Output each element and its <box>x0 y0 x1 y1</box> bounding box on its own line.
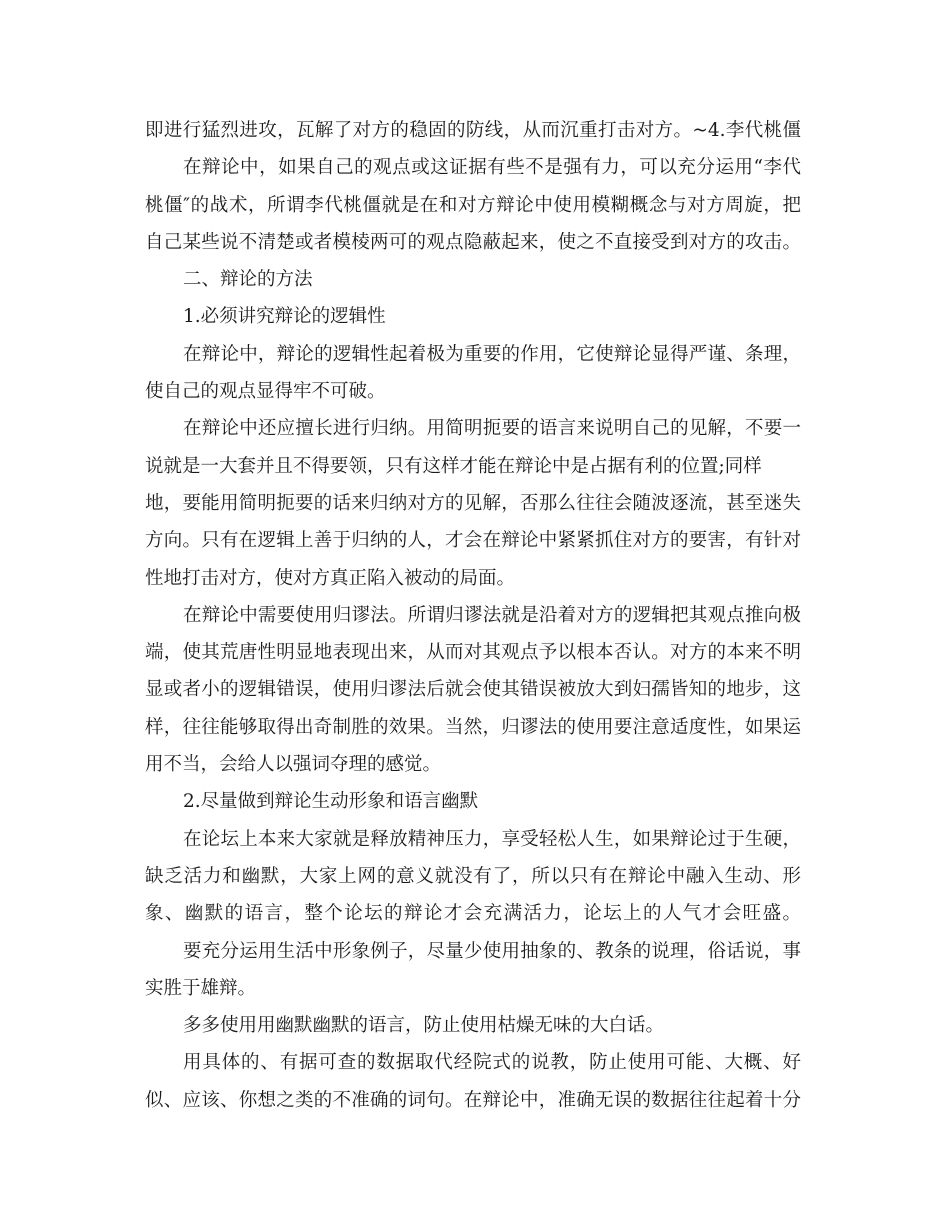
text-line: 似、应该、你想之类的不准确的词句。在辩论中，准确无误的数据往往起着十分 <box>145 1089 801 1111</box>
text-line: 在辩论中，辩论的逻辑性起着极为重要的作用，它使辩论显得严谨、条理， <box>183 343 801 365</box>
text-line: 在论坛上本来大家就是释放精神压力，享受轻松人生，如果辩论过于生硬， <box>183 828 801 850</box>
text-line: 桃僵″的战术，所谓李代桃僵就是在和对方辩论中使用模糊概念与对方周旋，把 <box>145 194 801 216</box>
text-line: 说就是一大套并且不得要领，只有这样才能在辩论中是占据有利的位置;同样 <box>145 455 762 477</box>
text-line: 1.必须讲究辩论的逻辑性 <box>183 306 386 328</box>
text-line: 样，往往能够取得出奇制胜的效果。当然，归谬法的使用要注意适度性，如果运 <box>145 716 801 738</box>
text-line: 象、幽默的语言，整个论坛的辩论才会充满活力，论坛上的人气才会旺盛。 <box>145 903 801 925</box>
text-line: 实胜于雄辩。 <box>145 977 257 999</box>
text-line: 自己某些说不清楚或者模棱两可的观点隐蔽起来，使之不直接受到对方的攻击。 <box>145 231 801 253</box>
text-line: 用具体的、有据可查的数据取代经院式的说教，防止使用可能、大概、好 <box>183 1052 801 1074</box>
text-line: 二、辩论的方法 <box>183 269 313 291</box>
text-line: 即进行猛烈进攻，瓦解了对方的稳固的防线，从而沉重打击对方。~4.李代桃僵 <box>145 120 801 141</box>
text-line: 显或者小的逻辑错误，使用归谬法后就会使其错误被放大到妇孺皆知的地步，这 <box>145 679 801 701</box>
text-line: 在辩论中还应擅长进行归纳。用简明扼要的语言来说明自己的见解，不要一 <box>183 418 801 440</box>
text-line: 用不当，会给人以强词夺理的感觉。 <box>145 754 442 776</box>
text-line: 要充分运用生活中形象例子，尽量少使用抽象的、教条的说理，俗话说，事 <box>183 940 801 962</box>
document-body <box>145 112 801 1119</box>
text-line: 方向。只有在逻辑上善于归纳的人，才会在辩论中紧紧抓住对方的要害，有针对 <box>145 530 801 552</box>
text-line: 多多使用用幽默幽默的语言，防止使用枯燥无味的大白话。 <box>183 1015 665 1037</box>
text-line: 地，要能用简明扼要的话来归纳对方的见解，否那么往往会随波逐流，甚至迷失 <box>145 492 801 514</box>
text-line: 性地打击对方，使对方真正陷入被动的局面。 <box>145 567 516 589</box>
text-line: 2.尽量做到辩论生动形象和语言幽默 <box>183 791 479 813</box>
text-line: 端，使其荒唐性明显地表现出来，从而对其观点予以根本否认。对方的本来不明 <box>145 642 801 664</box>
text-line: 使自己的观点显得牢不可破。 <box>145 381 386 403</box>
text-line: 在辩论中需要使用归谬法。所谓归谬法就是沿着对方的逻辑把其观点推向极 <box>183 604 801 626</box>
text-line: 缺乏活力和幽默，大家上网的意义就没有了，所以只有在辩论中融入生动、形 <box>145 865 801 887</box>
text-line: 在辩论中，如果自己的观点或这证据有些不是强有力，可以充分运用“李代 <box>183 157 801 179</box>
